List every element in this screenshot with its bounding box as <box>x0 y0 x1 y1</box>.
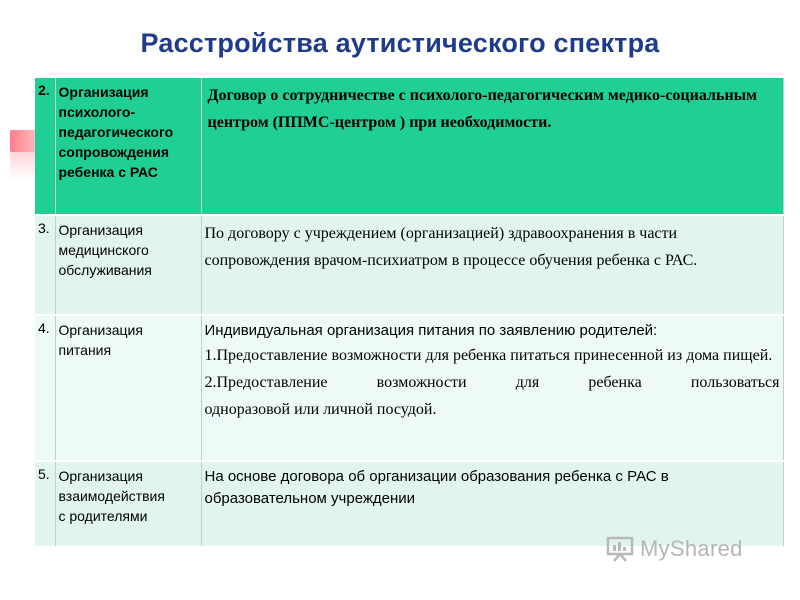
row-description-item: 2.Предоставление возможности для ребенка пользоваться <box>204 374 780 391</box>
row-description: На основе договора об организации образования ребенка с РАС в образовательном учреждении <box>201 461 783 547</box>
row-description <box>201 315 783 461</box>
content-table <box>35 78 784 548</box>
row-description-intro: Индивидуальная организация питания по заявлению родителей: <box>204 322 658 339</box>
watermark <box>606 536 743 562</box>
table-row <box>35 78 783 215</box>
decorative-accent-bar <box>10 130 36 152</box>
table-row <box>35 315 783 461</box>
row-number: 3. <box>35 215 55 315</box>
row-description-item-continued: одноразовой или личной посудой. <box>204 401 437 418</box>
table-row <box>35 215 783 315</box>
row-number: 2. <box>35 78 55 215</box>
row-topic: Организация медицинского обслуживания <box>55 215 201 315</box>
watermark-text: MyShared <box>640 536 743 561</box>
row-description: По договору с учреждением (организацией) здравоохранения в части сопровождения врачом-психиатром в процессе обучения ребенка с РАС. <box>201 215 783 315</box>
row-topic: Организация питания <box>55 315 201 461</box>
presentation-board-icon <box>606 536 634 562</box>
decorative-accent-reflection <box>10 152 36 180</box>
slide-title: Расстройства аутистического спектра <box>140 28 660 58</box>
row-description: Договор о сотрудничестве с психолого-педагогическим медико-социальным центром (ППМС-центром ) при необходимости. <box>201 78 783 215</box>
row-topic: Организация взаимодействия с родителями <box>55 461 201 547</box>
row-number: 4. <box>35 315 55 461</box>
row-number: 5. <box>35 461 55 547</box>
row-description-item: 1.Предоставление возможности для ребенка питаться принесенной из дома пищей. <box>204 347 773 364</box>
table-row <box>35 461 783 547</box>
row-topic: Организация психолого- педагогического сопровождения ребенка с РАС <box>55 78 201 215</box>
